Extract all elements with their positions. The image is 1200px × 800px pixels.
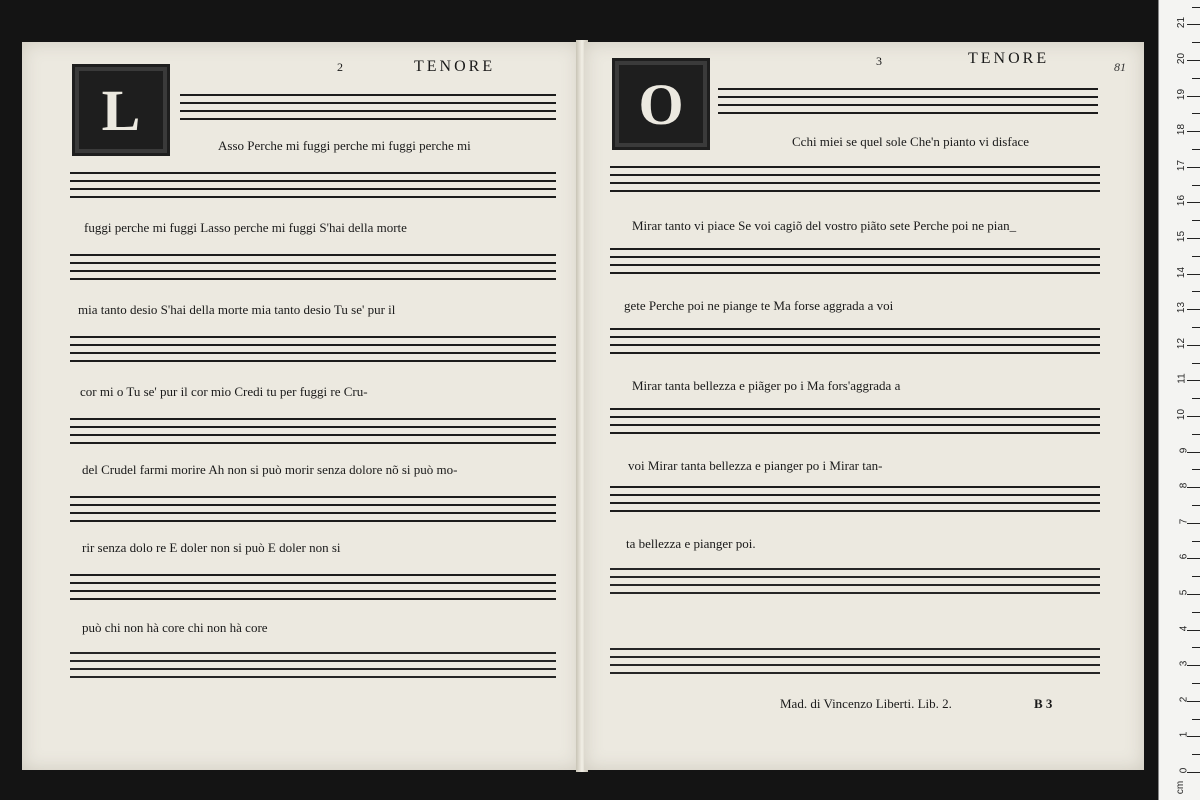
- ruler-tick: [1187, 24, 1200, 25]
- ruler-number: 18: [1175, 124, 1187, 136]
- ruler-half-tick: [1192, 683, 1200, 684]
- ruler-half-tick: [1192, 327, 1200, 328]
- signature-mark: B 3: [1034, 696, 1053, 711]
- music-staff: [718, 82, 1098, 118]
- lyric-line: può chi non hà core chi non hà core: [82, 620, 268, 635]
- empty-staff: [610, 562, 1100, 598]
- right-page: [584, 42, 1144, 770]
- music-staff: [180, 88, 556, 124]
- ruler-half-tick: [1192, 42, 1200, 43]
- ruler-tick: [1187, 202, 1200, 203]
- ruler-half-tick: [1192, 576, 1200, 577]
- music-staff: [70, 490, 556, 526]
- ruler-half-tick: [1192, 398, 1200, 399]
- left-page: [22, 42, 580, 770]
- ruler-number: 17: [1175, 159, 1187, 171]
- ruler-tick: [1187, 416, 1200, 417]
- decorated-initial-left: L: [72, 64, 170, 156]
- ruler-half-tick: [1192, 185, 1200, 186]
- ruler-number: 5: [1178, 589, 1190, 596]
- ruler-tick: [1187, 345, 1200, 346]
- ruler-number: 1: [1178, 732, 1190, 738]
- ruler-number: 14: [1175, 266, 1187, 278]
- ruler-tick: [1187, 274, 1200, 275]
- ruler-number: 4: [1178, 625, 1190, 631]
- lyric-line: rir senza dolo re E doler non si può E doler non si: [82, 540, 341, 555]
- ruler-number: 3: [1178, 660, 1190, 667]
- ruler-tick: [1187, 380, 1200, 381]
- lyric-line: Asso Perche mi fuggi perche mi fuggi perche mi: [218, 138, 471, 153]
- archival-mark: 81: [1114, 60, 1126, 74]
- decorated-initial-right: O: [612, 58, 710, 150]
- ruler-half-tick: [1192, 291, 1200, 292]
- music-staff: [70, 248, 556, 284]
- ruler-half-tick: [1192, 754, 1200, 755]
- ruler-half-tick: [1192, 149, 1200, 150]
- ruler-tick: [1187, 167, 1200, 168]
- ruler-number: 8: [1178, 482, 1190, 489]
- ruler-number: 10: [1175, 408, 1187, 421]
- ruler-tick: [1187, 96, 1200, 97]
- ruler-number: 7: [1178, 518, 1190, 525]
- ruler-number: 19: [1175, 88, 1187, 100]
- ruler-half-tick: [1192, 363, 1200, 364]
- ruler-number: 6: [1178, 554, 1190, 560]
- right-page-number: 3: [876, 54, 882, 68]
- lyric-line: del Crudel farmi morire Ah non si può morir senza dolore nõ si può mo-: [82, 462, 458, 477]
- lyric-line: Mirar tanto vi piace Se voi cagiõ del vostro piãto sete Perche poi ne pian_: [632, 218, 1017, 233]
- ruler-unit: cm: [1174, 780, 1186, 795]
- lyric-line: voi Mirar tanta bellezza e pianger po i Mirar tan-: [628, 458, 883, 473]
- ruler-tick: [1187, 60, 1200, 61]
- lyric-line: Cchi miei se quel sole Che'n pianto vi disface: [792, 134, 1030, 149]
- ruler-tick: [1187, 238, 1200, 239]
- ruler-half-tick: [1192, 434, 1200, 435]
- ruler-number: 16: [1175, 195, 1187, 207]
- empty-staff: [610, 642, 1100, 678]
- ruler-number: 20: [1175, 52, 1187, 65]
- ruler-half-tick: [1192, 719, 1200, 720]
- right-page-header: TENORE: [968, 50, 1050, 67]
- music-staff: [70, 330, 556, 366]
- ruler-half-tick: [1192, 505, 1200, 506]
- lyric-line: cor mi o Tu se' pur il cor mio Credi tu per fuggi re Cru-: [80, 384, 368, 399]
- ruler-half-tick: [1192, 113, 1200, 114]
- music-staff: [70, 412, 556, 448]
- ruler-half-tick: [1192, 647, 1200, 648]
- lyric-line: gete Perche poi ne piange te Ma forse aggrada a voi: [624, 298, 894, 313]
- lyric-line: ta bellezza e pianger poi.: [626, 536, 756, 551]
- music-staff: [610, 402, 1100, 438]
- ruler-half-tick: [1192, 220, 1200, 221]
- measurement-ruler: [1158, 0, 1200, 800]
- ruler-half-tick: [1192, 7, 1200, 8]
- ruler-half-tick: [1192, 541, 1200, 542]
- ruler-number: 2: [1178, 696, 1190, 703]
- ruler-number: 9: [1178, 447, 1190, 453]
- page-footer: Mad. di Vincenzo Liberti. Lib. 2.: [780, 696, 952, 711]
- music-staff: [610, 242, 1100, 278]
- ruler-number: 12: [1175, 337, 1187, 349]
- ruler-half-tick: [1192, 78, 1200, 79]
- left-page-header: TENORE: [414, 58, 496, 75]
- ruler-number: 13: [1175, 302, 1187, 314]
- lyric-line: fuggi perche mi fuggi Lasso perche mi fuggi S'hai della morte: [84, 220, 407, 235]
- ruler-number: 21: [1175, 17, 1187, 29]
- left-page-number: 2: [337, 60, 343, 74]
- music-staff: [70, 568, 556, 604]
- ruler-number: 0: [1178, 767, 1190, 774]
- ruler-half-tick: [1192, 469, 1200, 470]
- ruler-number: 11: [1176, 373, 1188, 385]
- ruler-half-tick: [1192, 256, 1200, 257]
- music-staff: [610, 322, 1100, 358]
- lyric-line: mia tanto desio S'hai della morte mia tanto desio Tu se' pur il: [78, 302, 396, 317]
- ruler-tick: [1187, 131, 1200, 132]
- ruler-tick: [1187, 309, 1200, 310]
- music-staff: [610, 160, 1100, 196]
- empty-staff: [70, 646, 556, 682]
- music-staff: [70, 166, 556, 202]
- music-staff: [610, 480, 1100, 516]
- ruler-half-tick: [1192, 612, 1200, 613]
- lyric-line: Mirar tanta bellezza e piãger po i Ma fors'aggrada a: [632, 378, 901, 393]
- ruler-number: 15: [1175, 230, 1187, 243]
